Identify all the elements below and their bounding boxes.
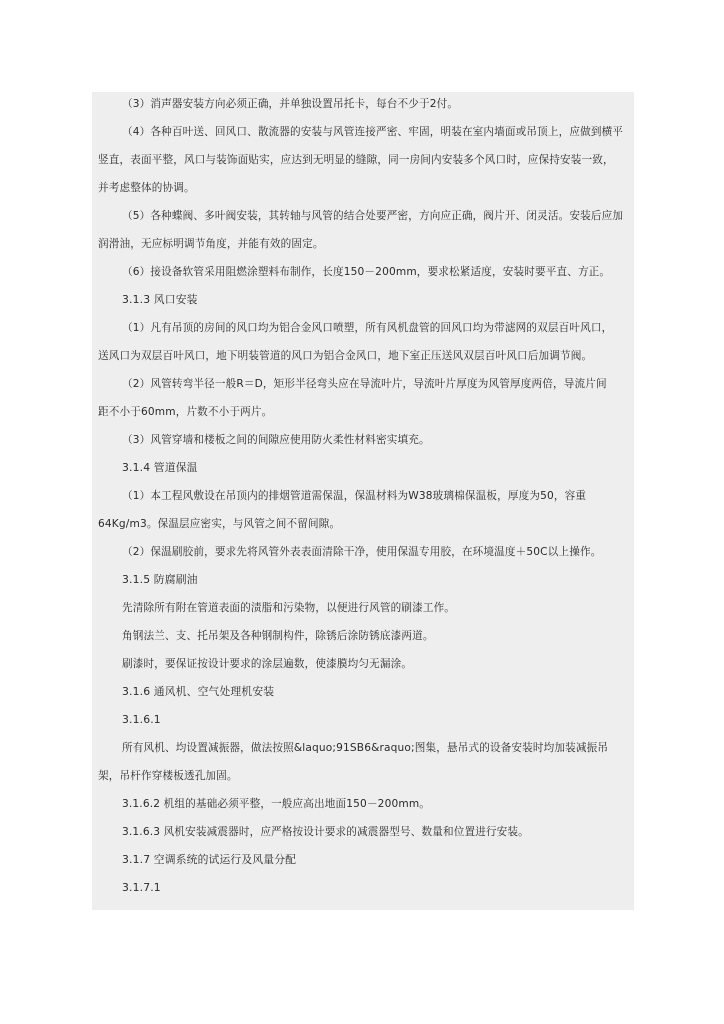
section-heading: 3.1.5 防腐刷油	[122, 573, 198, 586]
paragraph-line: 并考虑整体的协调。	[98, 182, 195, 194]
section-heading: 3.1.4 管道保温	[122, 461, 198, 474]
paragraph-line: （2）保温刷胶前，要求先将风管外表表面清除干净，使用保温专用胶，在环境温度＋50C以上操作。	[122, 546, 602, 558]
section-heading: 3.1.7 空调系统的试运行及风量分配	[122, 853, 297, 866]
paragraph-line: 竖直，表面平整，风口与装饰面贴实，应达到无明显的缝隙，同一房间内安装多个风口时，应保持安装一致，	[98, 154, 614, 166]
document-body	[92, 92, 634, 910]
paragraph-line: 3.1.6.2 机组的基础必须平整，一般应高出地面150－200mm。	[122, 798, 431, 810]
section-heading: 3.1.6 通风机、空气处理机安装	[122, 685, 275, 698]
paragraph-line: 角钢法兰、支、托吊架及各种钢制构件，除锈后涂防锈底漆两道。	[122, 630, 434, 642]
paragraph-line: （5）各种蝶阀、多叶阀安装，其转轴与风管的结合处要严密，方向应正确，阀片开、闭灵活。安装后应加	[122, 210, 624, 222]
paragraph-line: （6）接设备软管采用阻燃涂塑料布制作，长度150－200mm，要求松紧适度，安装时要平直、方正。	[122, 266, 611, 278]
paragraph-line: （2）风管转弯半径一般R＝D，矩形半径弯头应在导流叶片，导流叶片厚度为风管厚度两倍，导流片间	[122, 378, 607, 390]
paragraph-line: （1）本工程风敷设在吊顶内的排烟管道需保温，保温材料为W38玻璃棉保温板，厚度为50，容重	[122, 490, 587, 502]
paragraph-line: （3）消声器安装方向必须正确，并单独设置吊托卡，每台不少于2付。	[122, 98, 459, 110]
paragraph-line: 先清除所有附在管道表面的渍脂和污染物，以便进行风管的刷漆工作。	[122, 602, 456, 614]
paragraph-line: （3）风管穿墙和楼板之间的间隙应使用防火柔性材料密实填充。	[122, 434, 430, 446]
paragraph-line: （4）各种百叶送、回风口、散流器的安装与风管连接严密、牢固，明装在室内墙面或吊顶上，应做到横平	[122, 126, 624, 138]
section-heading: 3.1.6.1	[122, 713, 161, 726]
paragraph-line: 距不小于60mm，片数不小于两片。	[98, 406, 273, 418]
section-heading: 3.1.3 风口安装	[122, 293, 198, 306]
paragraph-line: 架，吊杆作穿楼板透孔加固。	[98, 770, 238, 782]
paragraph-line: 润滑油，无应标明调节角度，并能有效的固定。	[98, 238, 324, 250]
section-heading: 3.1.7.1	[122, 881, 161, 894]
paragraph-line: 送风口为双层百叶风口，地下明装管道的风口为铝合金风口，地下室正压送风双层百叶风口后加调节阀。	[98, 350, 593, 362]
paragraph-line: 64Kg/m3。保温层应密实，与风管之间不留间隙。	[98, 518, 341, 530]
paragraph-line: 刷漆时，要保证按设计要求的涂层遍数，使漆膜均匀无漏涂。	[122, 658, 413, 670]
paragraph-line: 所有风机、均设置减振器，做法按照&laquo;91SB6&raquo;图集，悬吊式的设备安装时均加装减振吊	[122, 742, 609, 754]
paragraph-line: （1）凡有吊顶的房间的风口均为铝合金风口喷塑，所有风机盘管的回风口均为带滤网的双层百叶风口，	[122, 322, 613, 334]
paragraph-line: 3.1.6.3 风机安装减震器时，应严格按设计要求的减震器型号、数量和位置进行安装。	[122, 826, 529, 838]
